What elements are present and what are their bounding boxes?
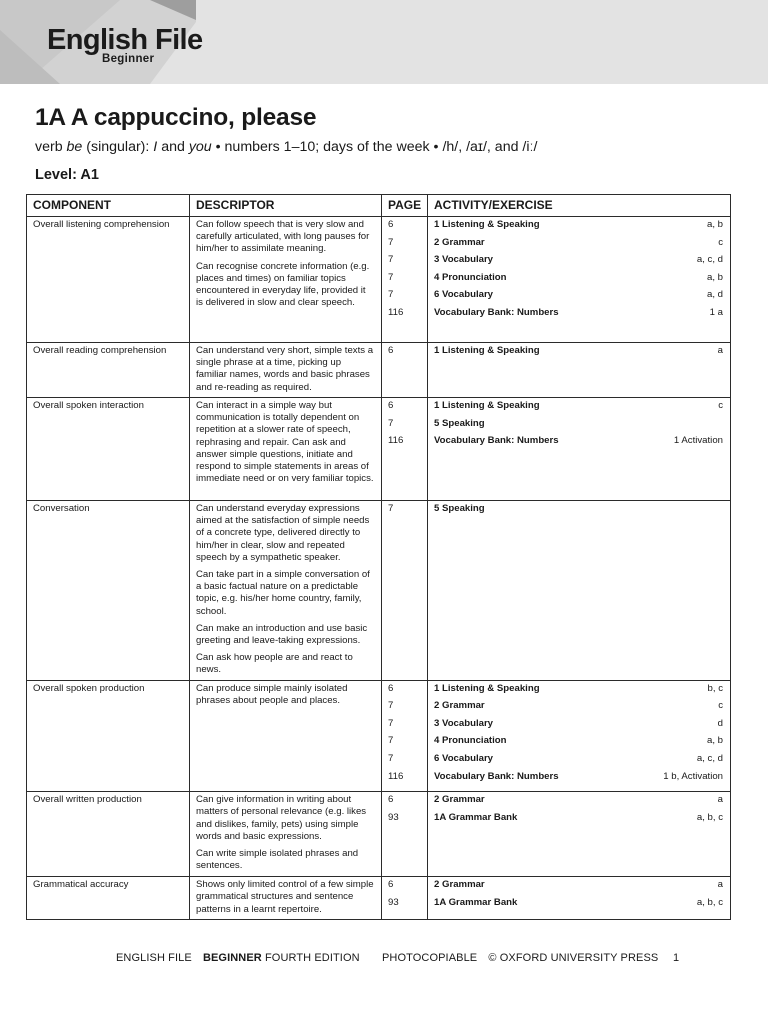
activity-name: 2 Grammar: [434, 794, 485, 806]
page-number-entry: 6: [388, 879, 394, 891]
component-cell: Grammatical accuracy: [27, 877, 190, 920]
descriptor-cell: [190, 398, 382, 501]
activity-cell: [428, 792, 731, 877]
level-label: Level: A1: [35, 167, 99, 183]
brand-title: English File: [47, 24, 203, 56]
descriptor-cell: [190, 343, 382, 398]
component-cell: Conversation: [27, 501, 190, 681]
table-body: [27, 217, 731, 920]
footer-text: FOURTH EDITION: [261, 952, 360, 964]
header-descriptor: DESCRIPTOR: [190, 195, 382, 217]
descriptor-cell: [190, 217, 382, 343]
subtitle-part: • numbers 1–10; days of the week • /h/, /aɪ/, and /iː/: [211, 139, 538, 155]
page-cell: [382, 877, 428, 920]
activity-entry: [434, 289, 723, 307]
page-number-entry: 6: [388, 219, 394, 230]
activity-name: 1 Listening & Speaking: [434, 219, 540, 230]
descriptor-table: [26, 194, 731, 920]
subtitle-italic: be: [66, 139, 83, 155]
activity-entry: [434, 897, 723, 915]
exercise-refs: a, b, c: [696, 811, 723, 823]
activity-cell: [428, 398, 731, 501]
descriptor-text: Can ask how people are and react to news.: [196, 652, 353, 676]
page-cell: [382, 343, 428, 398]
activity-cell: [428, 217, 731, 343]
descriptor-text: Shows only limited control of a few simple grammatical structures and sentence patterns in a learnt repertoire.: [196, 879, 374, 915]
table-row: [27, 680, 731, 792]
activity-name: 4 Pronunciation: [434, 271, 507, 283]
table-row: [27, 217, 731, 343]
activity-name: 1 Listening & Speaking: [434, 682, 540, 694]
subtitle-part: (singular):: [82, 139, 154, 155]
page-cell: [382, 398, 428, 501]
activity-entry: [434, 735, 723, 753]
component-cell: Overall written production: [27, 792, 190, 877]
activity-entry: [434, 771, 723, 789]
exercise-refs: a: [717, 345, 723, 356]
exercise-refs: a, b, c: [696, 896, 723, 908]
descriptor-cell: [190, 501, 382, 681]
activity-entry: [434, 400, 723, 418]
page-number-entry: 116: [388, 770, 404, 782]
activity-name: 2 Grammar: [434, 236, 485, 248]
footer-bold: BEGINNER: [202, 952, 262, 964]
activity-entry: [434, 794, 723, 812]
activity-entry: [434, 272, 723, 290]
page-number-entry: 7: [388, 271, 394, 283]
table-row: [27, 877, 731, 920]
activity-entry: [434, 879, 723, 897]
page-number-entry: 93: [388, 896, 399, 908]
exercise-refs: d: [717, 717, 723, 729]
page-number-entry: 7: [388, 753, 394, 765]
exercise-refs: b, c: [707, 682, 723, 694]
activity-entry: [434, 753, 723, 771]
descriptor-cell: [190, 877, 382, 920]
exercise-refs: a, b: [706, 271, 723, 283]
page-cell: [382, 217, 428, 343]
page-number-entry: 6: [388, 345, 394, 356]
descriptor-text: Can take part in a simple conversation of a basic factual nature on a predictable topic, e.g. his/her home country, family, school.: [196, 569, 370, 617]
descriptor-text: Can make an introduction and use basic greeting and leave-taking expressions.: [196, 622, 368, 647]
exercise-refs: a, b: [706, 735, 723, 747]
activity-entry: [434, 254, 723, 272]
activity-entry: [434, 683, 723, 701]
activity-name: 2 Grammar: [434, 879, 485, 891]
table-row: [27, 501, 731, 681]
activity-entry: [434, 435, 723, 453]
exercise-refs: 1 b, Activation: [663, 770, 723, 782]
page-cell: [382, 501, 428, 681]
activity-name: Vocabulary Bank: Numbers: [434, 435, 559, 447]
activity-name: 1A Grammar Bank: [434, 896, 518, 908]
page-number-entry: 7: [388, 289, 394, 301]
page-cell: [382, 680, 428, 792]
page-number-entry: 93: [388, 811, 399, 823]
page-number-entry: 7: [388, 236, 394, 248]
page-number-entry: 7: [388, 417, 394, 429]
descriptor-cell: [190, 680, 382, 792]
descriptor-text: Can understand everyday expressions aimed at the satisfaction of simple needs of a concrete type, delivered directly to him/her in clear, slow and repeated speech by a sympathetic speaker.: [196, 503, 370, 563]
header-component: COMPONENT: [27, 195, 190, 217]
page-number-entry: 116: [388, 306, 404, 318]
footer-photocopiable: PHOTOCOPIABLE: [381, 952, 478, 964]
page-number-entry: 7: [388, 717, 394, 729]
header-page: PAGE: [382, 195, 428, 217]
activity-name: 1 Listening & Speaking: [434, 400, 540, 411]
activity-cell: [428, 680, 731, 792]
table-row: [27, 343, 731, 398]
component-cell: Overall spoken production: [27, 680, 190, 792]
descriptor-text: Can give information in writing about matters of personal relevance (e.g. likes and dislikes, family, pets) using simple words and basic expressions.: [196, 794, 367, 842]
activity-entry: [434, 237, 723, 255]
page-number-entry: 6: [388, 794, 394, 806]
exercise-refs: a, b: [706, 219, 723, 230]
page-number: 1: [673, 952, 680, 964]
exercise-refs: a, c, d: [696, 753, 723, 765]
activity-name: 5 Speaking: [434, 503, 485, 514]
activity-name: 3 Vocabulary: [434, 717, 494, 729]
descriptor-text: Can produce simple mainly isolated phrases about people and places.: [196, 682, 348, 706]
activity-name: 2 Grammar: [434, 700, 485, 712]
exercise-refs: a: [717, 794, 723, 806]
activity-name: Vocabulary Bank: Numbers: [434, 306, 559, 318]
footer-edition: [116, 952, 368, 964]
page-number-entry: 7: [388, 735, 394, 747]
subtitle-part: verb: [35, 139, 67, 155]
activity-entry: [434, 700, 723, 718]
exercise-refs: c: [718, 700, 723, 712]
activity-entry: [434, 718, 723, 736]
activity-entry: [434, 812, 723, 830]
exercise-refs: c: [718, 400, 723, 411]
subtitle-italic: you: [188, 139, 212, 155]
activity-name: 5 Speaking: [434, 417, 485, 429]
descriptor-cell: [190, 792, 382, 877]
descriptor-text: Can follow speech that is very slow and carefully articulated, with long pauses for him/her to assimilate meaning.: [196, 219, 370, 255]
activity-name: 4 Pronunciation: [434, 735, 507, 747]
component-cell: Overall reading comprehension: [27, 343, 190, 398]
subtitle-part: and: [157, 139, 189, 155]
brand-level: Beginner: [102, 53, 155, 65]
descriptor-text: Can write simple isolated phrases and sentences.: [196, 848, 359, 872]
activity-entry: [434, 345, 723, 363]
activity-cell: [428, 877, 731, 920]
page-number-entry: 6: [388, 682, 394, 694]
exercise-refs: 1 Activation: [673, 435, 723, 447]
header-activity: ACTIVITY/EXERCISE: [428, 195, 731, 217]
component-cell: Overall spoken interaction: [27, 398, 190, 501]
page-number-entry: 7: [388, 503, 394, 514]
activity-cell: [428, 501, 731, 681]
activity-name: 1 Listening & Speaking: [434, 345, 540, 356]
header-banner: [0, 0, 768, 84]
activity-entry: [434, 219, 723, 237]
table-row: [27, 792, 731, 877]
page-number-entry: 7: [388, 254, 394, 266]
activity-entry: [434, 307, 723, 325]
activity-entry: [434, 418, 723, 436]
page-title: 1A A cappuccino, please: [35, 104, 317, 131]
table-header-row: [27, 195, 731, 217]
activity-cell: [428, 343, 731, 398]
descriptor-text: Can recognise concrete information (e.g. places and times) on familiar topics encountered in everyday life, provided it is delivered in slow and clear speech.: [196, 260, 370, 309]
table-row: [27, 398, 731, 501]
footer-text: ENGLISH FILE: [116, 952, 195, 964]
page-cell: [382, 792, 428, 877]
descriptor-text: Can interact in a simple way but communication is totally dependent on repetition at a slower rate of speech, rephrasing and repair. Can ask and answer simple questions, initiate and respond to simple statements in areas of immediate need or on very familiar topics.: [196, 400, 374, 485]
page-number-entry: 7: [388, 700, 394, 712]
activity-name: 3 Vocabulary: [434, 254, 494, 266]
footer-copyright: © OXFORD UNIVERSITY PRESS: [488, 952, 659, 964]
activity-name: Vocabulary Bank: Numbers: [434, 770, 559, 782]
page-number-entry: 6: [388, 400, 394, 411]
activity-name: 6 Vocabulary: [434, 289, 494, 301]
exercise-refs: a: [717, 879, 723, 891]
page-number-entry: 116: [388, 435, 404, 447]
exercise-refs: 1 a: [709, 306, 723, 318]
component-cell: Overall listening comprehension: [27, 217, 190, 343]
subtitle-italic: I: [153, 139, 158, 155]
brand-logo: [47, 24, 203, 65]
activity-entry: [434, 503, 723, 521]
exercise-refs: a, c, d: [696, 254, 723, 266]
page-footer: [116, 952, 666, 964]
activity-name: 6 Vocabulary: [434, 753, 494, 765]
descriptor-text: Can understand very short, simple texts a single phrase at a time, picking up familiar names, words and basic phrases and re-reading as required.: [196, 345, 374, 393]
activity-name: 1A Grammar Bank: [434, 811, 518, 823]
exercise-refs: a, d: [706, 289, 723, 301]
exercise-refs: c: [718, 236, 723, 248]
page-subtitle: [35, 139, 537, 155]
